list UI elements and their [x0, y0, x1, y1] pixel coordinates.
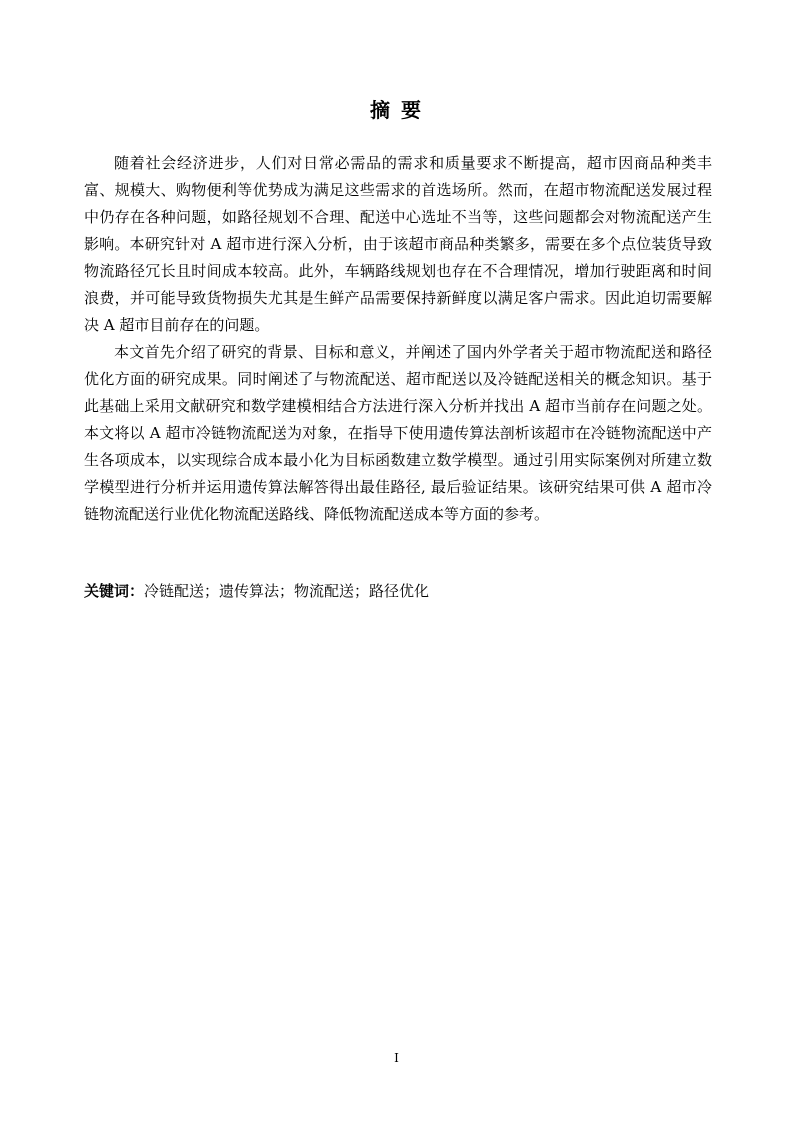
abstract-paragraph-2: 本文首先介绍了研究的背景、目标和意义，并阐述了国内外学者关于超市物流配送和路径优化方面的研究成果。同时阐述了与物流配送、超市配送以及冷链配送相关的概念知识。基于此基础上采用文献研究和数学建模相结合方法进行深入分析并找出 A 超市当前存在问题之处。本文将以 A 超市冷链物流配送为对象，在指导下使用遗传算法剖析该超市在冷链物流配送中产生各项成本，以实现综合成本最小化为目标函数建立数学模型。通过引用实际案例对所建立数学模型进行分析并运用遗传算法解答得出最佳路径, 最后验证结果。该研究结果可供 A 超市冷链物流配送行业优化物流配送路线、降低物流配送成本等方面的参考。 — [84, 343, 712, 523]
keywords-line — [84, 578, 712, 605]
abstract-title: 摘 要 — [370, 98, 423, 122]
page-number: I — [394, 1051, 399, 1065]
abstract-paragraph-1: 随着社会经济进步，人们对日常必需品的需求和质量要求不断提高，超市因商品种类丰富、规模大、购物便利等优势成为满足这些需求的首选场所。然而，在超市物流配送发展过程中仍存在各种问题，如路径规划不合理、配送中心选址不当等，这些问题都会对物流配送产生影响。本研究针对 A 超市进行深入分析，由于该超市商品种类繁多，需要在多个点位装货导致物流路径冗长且时间成本较高。此外，车辆路线规划也存在不合理情况，增加行驶距离和时间浪费，并可能导致货物损失尤其是生鲜产品需要保持新鲜度以满足客户需求。因此迫切需要解决 A 超市目前存在的问题。 — [84, 154, 712, 334]
keywords-label: 关键词： — [84, 582, 145, 600]
keywords-text: 冷链配送；遗传算法；物流配送；路径优化 — [144, 582, 430, 600]
abstract-body — [84, 150, 712, 528]
